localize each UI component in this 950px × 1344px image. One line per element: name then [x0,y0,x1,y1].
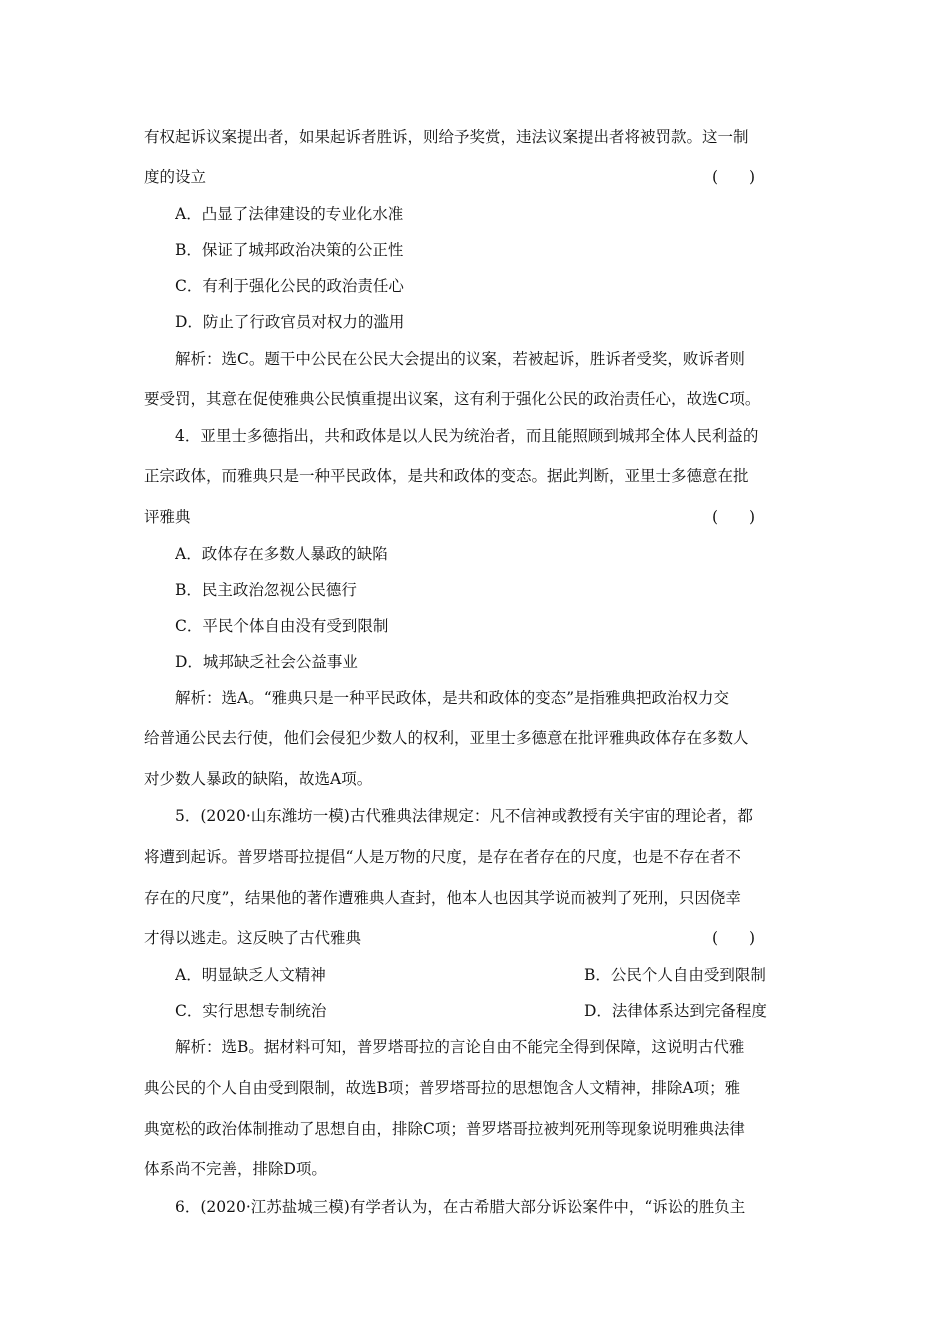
answer-bracket: ( ) [712,508,756,526]
question-line: 评雅典 [144,508,191,526]
option-c: C．有利于强化公民的政治责任心 [175,277,404,295]
text-line: 度的设立 [144,168,207,186]
question-line: 正宗政体，而雅典只是一种平民政体，是共和政体的变态。据此判断，亚里士多德意在批 [144,467,749,485]
question-line: 4．亚里士多德指出，共和政体是以人民为统治者，而且能照顾到城邦全体人民利益的 [175,427,759,445]
analysis-line: 解析：选B。据材料可知，普罗塔哥拉的言论自由不能完全得到保障，这说明古代雅 [175,1038,745,1056]
option-b: B．保证了城邦政治决策的公正性 [175,241,404,259]
option-c: C．实行思想专制统治 [175,1002,327,1020]
question-line: 5．(2020·山东潍坊一模)古代雅典法律规定：凡不信神或教授有关宇宙的理论者，都 [175,807,753,825]
answer-bracket: ( ) [712,929,756,947]
analysis-line: 体系尚不完善，排除D项。 [144,1160,327,1178]
question-line: 才得以逃走。这反映了古代雅典 [144,929,362,947]
analysis-line: 典宽松的政治体制推动了思想自由，排除C项；普罗塔哥拉被判死刑等现象说明雅典法律 [144,1120,745,1138]
option-b: B．民主政治忽视公民德行 [175,581,357,599]
option-a: A．明显缺乏人文精神 [175,966,326,984]
option-d: D．城邦缺乏社会公益事业 [175,653,358,671]
answer-bracket: ( ) [712,168,756,186]
option-d: D．防止了行政官员对权力的滥用 [175,313,405,331]
question-line: 存在的尺度”，结果他的著作遭雅典人查封，他本人也因其学说而被判了死刑，只因侥幸 [144,889,741,907]
analysis-line: 解析：选A。“雅典只是一种平民政体，是共和政体的变态”是指雅典把政治权力交 [175,689,730,707]
analysis-line: 对少数人暴政的缺陷，故选A项。 [144,770,373,788]
option-b: B．公民个人自由受到限制 [584,966,766,984]
option-a: A．凸显了法律建设的专业化水准 [175,205,404,223]
analysis-line: 要受罚，其意在促使雅典公民慎重提出议案，这有利于强化公民的政治责任心，故选C项。 [144,390,761,408]
option-a: A．政体存在多数人暴政的缺陷 [175,545,388,563]
analysis-line: 给普通公民去行使，他们会侵犯少数人的权利，亚里士多德意在批评雅典政体存在多数人 [144,729,749,747]
question-line: 6．(2020·江苏盐城三模)有学者认为，在古希腊大部分诉讼案件中，“诉讼的胜负主 [175,1198,746,1216]
option-c: C．平民个体自由没有受到限制 [175,617,389,635]
analysis-line: 典公民的个人自由受到限制，故选B项；普罗塔哥拉的思想饱含人文精神，排除A项；雅 [144,1079,741,1097]
question-line: 将遭到起诉。普罗塔哥拉提倡“人是万物的尺度，是存在者存在的尺度，也是不存在者不 [144,848,741,866]
option-d: D．法律体系达到完备程度 [584,1002,767,1020]
text-line: 有权起诉议案提出者，如果起诉者胜诉，则给予奖赏，违法议案提出者将被罚款。这一制 [144,128,749,146]
analysis-line: 解析：选C。题干中公民在公民大会提出的议案，若被起诉，胜诉者受奖，败诉者则 [175,350,745,368]
